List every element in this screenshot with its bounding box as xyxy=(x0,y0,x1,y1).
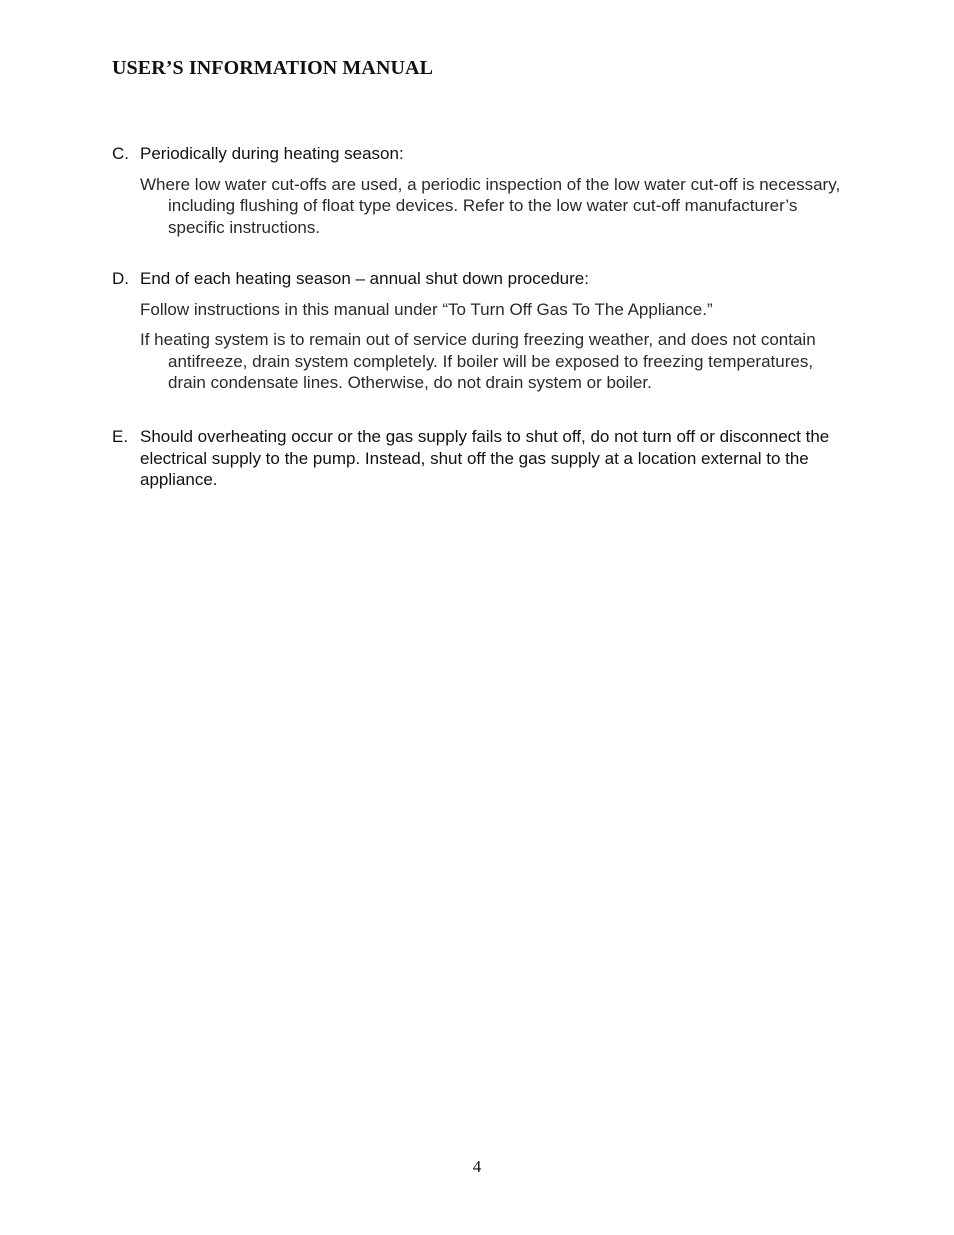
section-paragraph: Where low water cut-offs are used, a periodic inspection of the low water cut-off is necessary, including flushing of float type devices. Refer to the low water cut-off manufacturer’s specific instructions. xyxy=(140,174,841,237)
section-heading xyxy=(112,268,852,290)
section-heading xyxy=(112,143,852,165)
section-c xyxy=(112,143,852,238)
section-heading-text: End of each heating season – annual shut down procedure: xyxy=(140,269,589,288)
section-letter: C. xyxy=(112,144,129,163)
section-paragraph: If heating system is to remain out of service during freezing weather, and does not contain antifreeze, drain system completely. If boiler will be exposed to freezing temperatures, drain condensate lines. Otherwise, do not drain system or boiler. xyxy=(140,330,816,392)
section-heading-text: Periodically during heating season: xyxy=(140,144,404,163)
section-d xyxy=(112,268,852,394)
section-letter: E. xyxy=(112,427,129,446)
page-header-title: USER’S INFORMATION MANUAL xyxy=(112,57,434,79)
section-paragraph: Follow instructions in this manual under “To Turn Off Gas To The Appliance.” xyxy=(140,299,713,319)
section-heading-text: Should overheating occur or the gas supply fails to shut off, do not turn off or disconnect the electrical supply to the pump. Instead, shut off the gas supply at a location external to the appliance. xyxy=(140,427,830,489)
section-letter: D. xyxy=(112,269,129,288)
section-e xyxy=(112,426,852,491)
section-heading xyxy=(112,426,852,491)
page-number: 4 xyxy=(472,1157,482,1176)
